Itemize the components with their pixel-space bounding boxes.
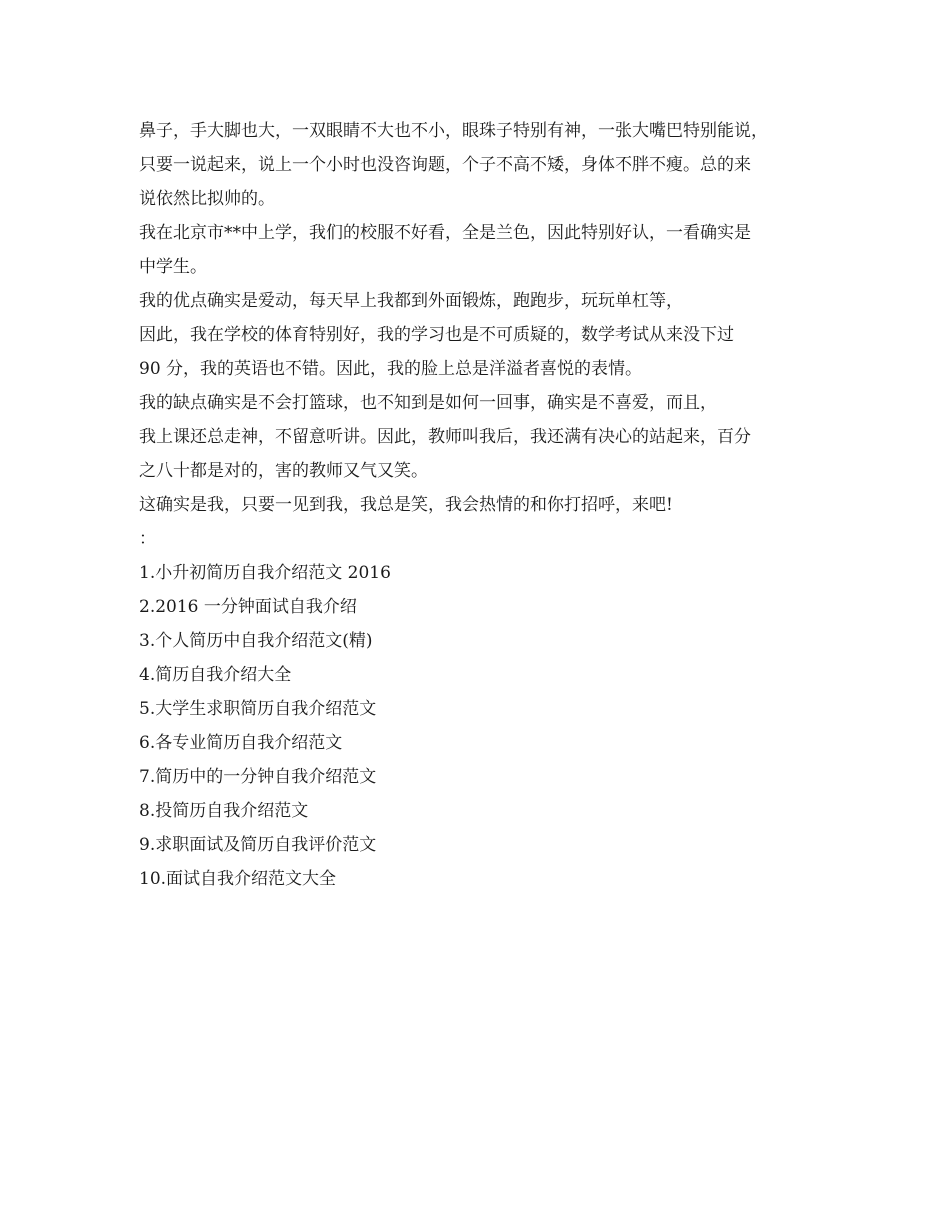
related-article-link[interactable]: 4.简历自我介绍大全 <box>139 665 292 685</box>
text-line: 我上课还总走神，不留意听讲。因此，教师叫我后，我还满有决心的站起来，百分 <box>139 427 751 447</box>
related-articles-list <box>139 556 819 896</box>
related-article-link[interactable]: 5.大学生求职简历自我介绍范文 <box>139 699 377 719</box>
text-line: 90 分，我的英语也不错。因此，我的脸上总是洋溢者喜悦的表情。 <box>139 359 643 379</box>
text-line: 说依然比拟帅的。 <box>139 189 275 209</box>
related-article-link[interactable]: 3.个人简历中自我介绍范文(精) <box>139 631 373 651</box>
text-line: 我的缺点确实是不会打篮球，也不知到是如何一回事，确实是不喜爱，而且， <box>139 393 717 413</box>
related-article-link[interactable]: 6.各专业简历自我介绍范文 <box>139 733 343 753</box>
text-line: 我在北京市**中上学，我们的校服不好看，全是兰色，因此特别好认，一看确实是 <box>139 223 751 243</box>
text-line: 只要一说起来，说上一个小时也没咨询题，个子不高不矮，身体不胖不瘦。总的来 <box>139 155 751 175</box>
text-line: 鼻子，手大脚也大，一双眼睛不大也不小，眼珠子特别有神，一张大嘴巴特别能说， <box>139 121 768 141</box>
text-line: 因此，我在学校的体育特别好，我的学习也是不可质疑的，数学考试从来没下过 <box>139 325 734 345</box>
related-article-link[interactable]: 2.2016 一分钟面试自我介绍 <box>139 597 357 617</box>
related-article-link[interactable]: 7.简历中的一分钟自我介绍范文 <box>139 767 377 787</box>
related-article-link[interactable]: 10.面试自我介绍范文大全 <box>139 869 337 889</box>
text-line: 我的优点确实是爱动，每天早上我都到外面锻炼，跑跑步，玩玩单杠等， <box>139 291 683 311</box>
body-text <box>139 114 819 522</box>
separator-colon: ： <box>139 529 156 549</box>
document-page <box>139 114 819 896</box>
related-article-link[interactable]: 8.投简历自我介绍范文 <box>139 801 309 821</box>
related-article-link[interactable]: 9.求职面试及简历自我评价范文 <box>139 835 377 855</box>
related-article-link[interactable]: 1.小升初简历自我介绍范文 2016 <box>139 563 391 583</box>
text-line: 中学生。 <box>139 257 207 277</box>
text-line: 这确实是我，只要一见到我，我总是笑，我会热情的和你打招呼，来吧! <box>139 495 673 515</box>
text-line: 之八十都是对的，害的教师又气又笑。 <box>139 461 428 481</box>
